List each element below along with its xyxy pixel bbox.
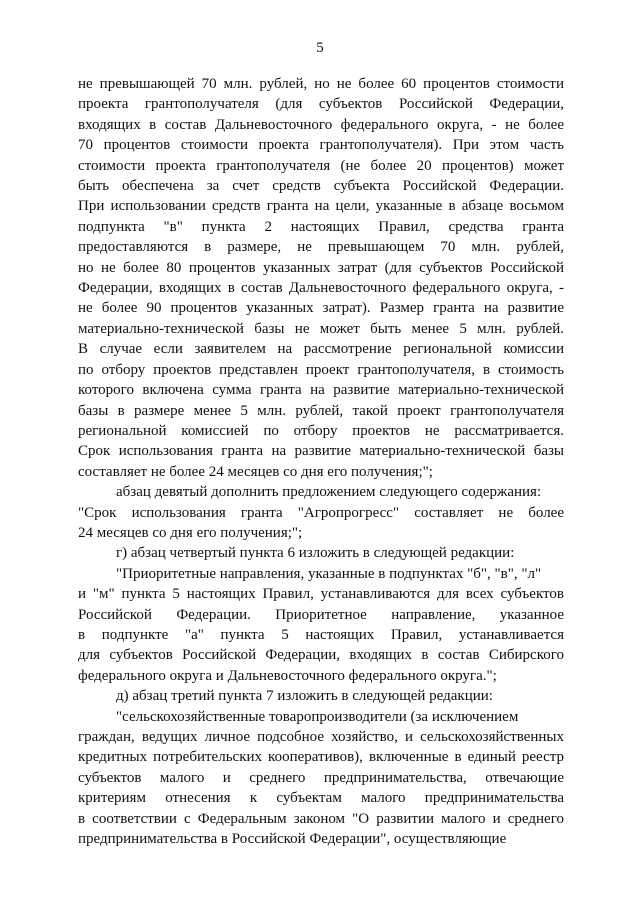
text-line: Федерации, входящих в состав Дальневосточного федерального округа, - [78,280,564,297]
paragraph [78,543,564,563]
text-line: материально-технической базы не может быть менее 5 млн. рублей. [78,320,564,337]
text-line: г) абзац четвертый пункта 6 изложить в следующей редакции: [116,545,515,562]
text-line: подпункта "в" пункта 2 настоящих Правил, средства гранта [78,218,564,235]
text-line: стоимости проекта грантополучателя (не более 20 процентов) может [78,157,564,174]
text-line: в соответствии с Федеральным законом "О развитии малого и среднего [78,810,564,827]
text-line: 70 процентов стоимости проекта грантополучателя). При этом часть [78,137,564,154]
text-line: граждан, ведущих личное подсобное хозяйство, и сельскохозяйственных [78,729,564,745]
text-line: В случае если заявителем на рассмотрение региональной комиссии [78,341,564,358]
text-line: и "м" пункта 5 настоящих Правил, устанавливаются для всех субъектов [78,586,564,603]
text-line: не превышающей 70 млн. рублей, но не более 60 процентов стоимости [78,76,564,92]
text-line: "Приоритетные направления, указанные в подпунктах "б", "в", "л" [116,565,542,582]
text-line: При использовании средств гранта на цели, указанные в абзаце восьмом [78,198,564,215]
text-line: быть обеспечена за счет средств субъекта Российской Федерации. [78,178,564,195]
text-line: предоставляются в размере, не превышающем 70 млн. рублей, [78,239,564,256]
paragraph [78,74,564,482]
paragraph [78,707,564,727]
paragraph [78,482,564,502]
text-line: по отбору проектов представлен проект грантополучателя, в стоимость [78,361,564,378]
text-line: предпринимательства в Российской Федерации", осуществляющие [78,831,507,848]
paragraph [78,503,564,544]
text-line: 24 месяцев со дня его получения;"; [78,524,303,541]
paragraph [78,584,564,686]
text-line: входящих в состав Дальневосточного федерального округа, - не более [78,116,564,133]
document-body [78,74,564,849]
text-line: д) абзац третий пункта 7 изложить в следующей редакции: [116,688,493,705]
paragraph [78,686,564,706]
text-line: не более 90 процентов указанных затрат). Размер гранта на развитие [78,300,564,317]
text-line: базы в размере менее 5 млн. рублей, такой проект грантополучателя [78,402,564,419]
text-line: "Срок использования гранта "Агропрогресс" составляет не более [78,504,564,521]
text-line: проекта грантополучателя (для субъектов Российской Федерации, [78,96,564,113]
text-line: региональной комиссией по отбору проектов не рассматривается. [78,422,564,439]
text-line: Срок использования гранта на развитие материально-технической базы [78,443,564,460]
text-line: "сельскохозяйственные товаропроизводители (за исключением [116,708,519,725]
text-line: кредитных потребительских кооперативов), включенные в единый реестр [78,749,564,766]
paragraph [78,564,564,584]
text-line: которого включена сумма гранта на развитие материально-технической [78,382,564,399]
page-number: 5 [316,40,324,56]
text-line: Российской Федерации. Приоритетное направление, указанное [78,606,564,623]
text-line: федерального округа и Дальневосточного федерального округа."; [78,667,497,684]
text-line: составляет не более 24 месяцев со дня его получения;"; [78,463,433,480]
text-line: абзац девятый дополнить предложением следующего содержания: [116,484,542,501]
text-line: критериям отнесения к субъектам малого предпринимательства [78,790,564,807]
text-line: в подпункте "а" пункта 5 настоящих Правил, устанавливается [78,626,564,643]
text-line: субъектов малого и среднего предпринимательства, отвечающие [78,769,564,786]
text-line: но не более 80 процентов указанных затрат (для субъектов Российской [78,259,564,276]
paragraph [78,727,564,849]
text-line: для субъектов Российской Федерации, входящих в состав Сибирского [78,647,564,664]
